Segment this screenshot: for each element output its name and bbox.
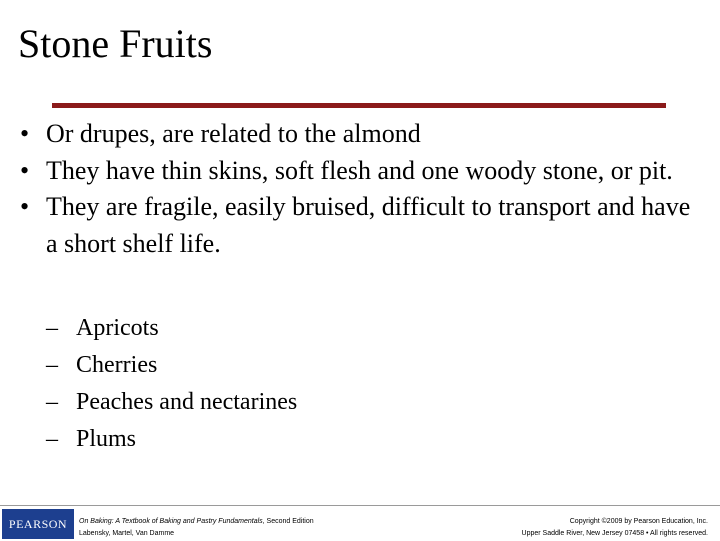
sub-item-text: Peaches and nectarines <box>76 389 298 415</box>
bullet-dot-icon: • <box>20 119 30 148</box>
book-authors: Labensky, Martel, Van Damme <box>79 530 175 537</box>
bullet-dot-icon: • <box>20 192 30 221</box>
sub-item-text: Cherries <box>76 352 158 378</box>
bullet-list <box>20 116 700 262</box>
citation-line-1 <box>79 516 314 528</box>
bullet-item <box>20 153 700 190</box>
sub-item-text: Plums <box>76 426 137 452</box>
book-title: On Baking: A Textbook of Baking and Pastry Fundamentals <box>79 518 263 525</box>
bullet-item <box>20 116 700 153</box>
dash-icon: – <box>46 389 58 415</box>
sub-item <box>46 310 297 347</box>
book-citation <box>79 516 314 540</box>
dash-icon: – <box>46 426 58 452</box>
logo-text: PEARSON <box>8 516 68 531</box>
bullet-dot-icon: • <box>20 155 30 185</box>
copyright-line-2: Upper Saddle River, New Jersey 07458 • All rights reserved. <box>521 530 708 537</box>
dash-icon: – <box>46 315 58 341</box>
sub-item <box>46 421 297 458</box>
bullet-text: They are fragile, easily bruised, difficult to transport and have a short shelf life. <box>46 192 691 258</box>
dash-icon: – <box>46 352 58 378</box>
bullet-text: They have thin skins, soft flesh and one woody stone, or pit. <box>46 155 673 185</box>
copyright-line-1: Copyright ©2009 by Pearson Education, Inc. <box>569 518 708 525</box>
sub-item-text: Apricots <box>76 315 159 341</box>
title-underline <box>52 103 666 108</box>
sub-item <box>46 347 297 384</box>
book-edition: , Second Edition <box>262 518 314 525</box>
footer <box>0 505 720 541</box>
pearson-logo <box>2 509 74 539</box>
sub-item <box>46 384 297 421</box>
bullet-item <box>20 189 700 262</box>
bullet-text: Or drupes, are related to the almond <box>46 119 421 148</box>
copyright-notice <box>522 516 708 540</box>
sub-list <box>46 310 297 458</box>
slide-title: Stone Fruits <box>18 21 213 66</box>
